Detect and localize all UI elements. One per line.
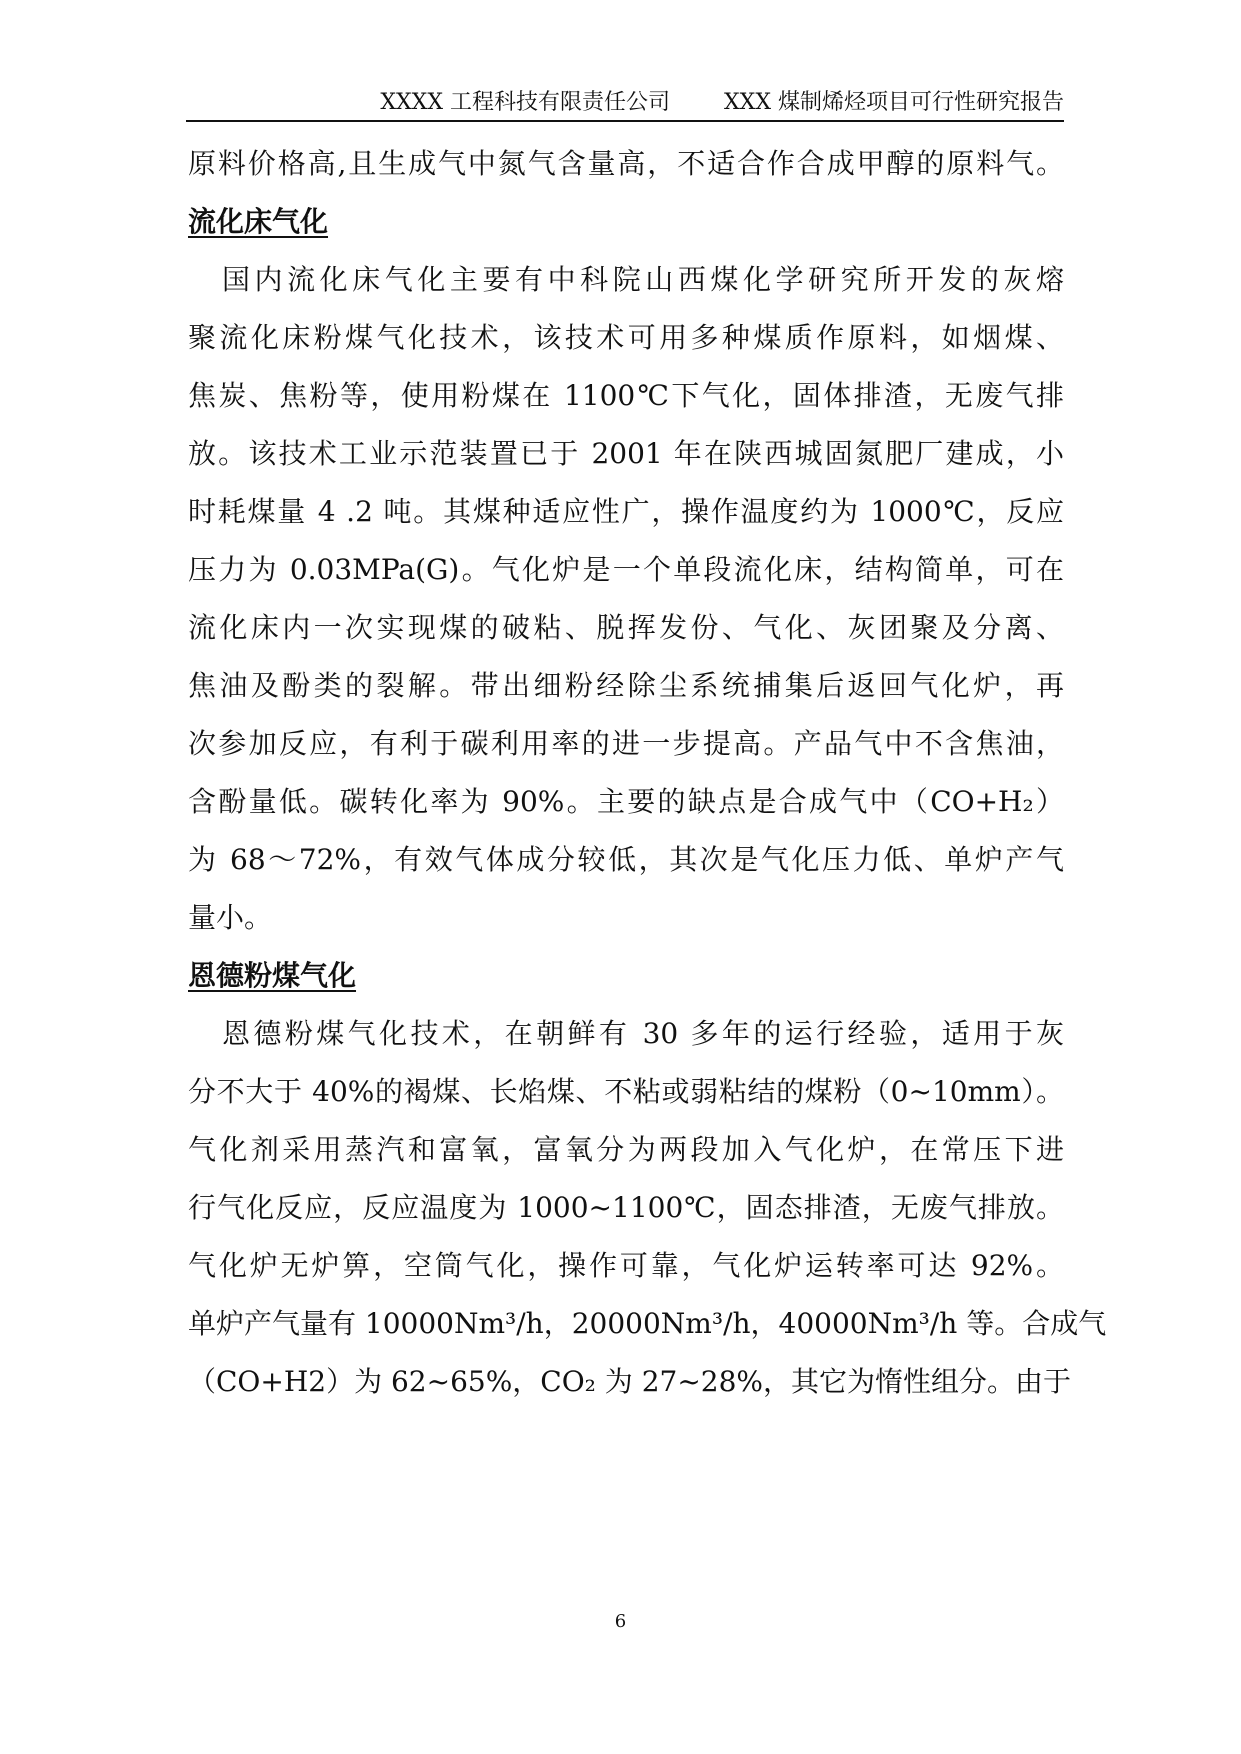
- body-line: 压力为 0.03MPa(G)。气化炉是一个单段流化床，结构简单，可在: [188, 553, 1064, 586]
- body-line: 含酚量低。碳转化率为 90%。主要的缺点是合成气中（CO+H₂）: [188, 785, 1064, 818]
- paragraph-first-line: 国内流化床气化主要有中科院山西煤化学研究所开发的灰熔: [222, 263, 1064, 296]
- body-line: 焦炭、焦粉等，使用粉煤在 1100℃下气化，固体排渣，无废气排: [188, 379, 1064, 412]
- body-line: 焦油及酚类的裂解。带出细粉经除尘系统捕集后返回气化炉，再: [188, 669, 1064, 702]
- header-company: XXXX 工程科技有限责任公司: [380, 90, 670, 115]
- body-line: 行气化反应，反应温度为 1000~1100℃，固态排渣，无废气排放。: [188, 1191, 1064, 1224]
- body-line: （CO+H2）为 62~65%，CO₂ 为 27~28%，其它为惰性组分。由于: [188, 1365, 1072, 1398]
- paragraph-first-line: 恩德粉煤气化技术，在朝鲜有 30 多年的运行经验，适用于灰: [222, 1017, 1064, 1050]
- body-line: 聚流化床粉煤气化技术，该技术可用多种煤质作原料，如烟煤、: [188, 321, 1064, 354]
- body-line: 时耗煤量 4 .2 吨。其煤种适应性广，操作温度约为 1000℃，反应: [188, 495, 1064, 528]
- body-line: 气化炉无炉箅，空筒气化，操作可靠，气化炉运转率可达 92%。: [188, 1249, 1064, 1282]
- body-line: 次参加反应，有利于碳利用率的进一步提高。产品气中不含焦油，: [188, 727, 1064, 760]
- body-line: 放。该技术工业示范装置已于 2001 年在陕西城固氮肥厂建成，小: [188, 437, 1064, 470]
- page-number: 6: [614, 1611, 627, 1632]
- body-line: 量小。: [188, 901, 273, 934]
- body-line: 流化床内一次实现煤的破粘、脱挥发份、气化、灰团聚及分离、: [188, 611, 1064, 644]
- page-header: [186, 86, 1064, 122]
- body-line: 分不大于 40%的褐煤、长焰煤、不粘或弱粘结的煤粉（0~10mm）。: [188, 1075, 1064, 1108]
- section-heading-ende-gasification: 恩德粉煤气化: [188, 959, 357, 992]
- body-line: 原料价格高,且生成气中氮气含量高，不适合作合成甲醇的原料气。: [188, 147, 1064, 180]
- header-report-title: XXX 煤制烯烃项目可行性研究报告: [724, 90, 1064, 115]
- body-line: 为 68～72%，有效气体成分较低，其次是气化压力低、单炉产气: [188, 843, 1064, 876]
- body-line: 气化剂采用蒸汽和富氧，富氧分为两段加入气化炉，在常压下进: [188, 1133, 1064, 1166]
- body-line: 单炉产气量有 10000Nm³/h，20000Nm³/h，40000Nm³/h 等。合成气: [188, 1307, 1107, 1340]
- section-heading-fluidized-bed: 流化床气化: [188, 205, 329, 238]
